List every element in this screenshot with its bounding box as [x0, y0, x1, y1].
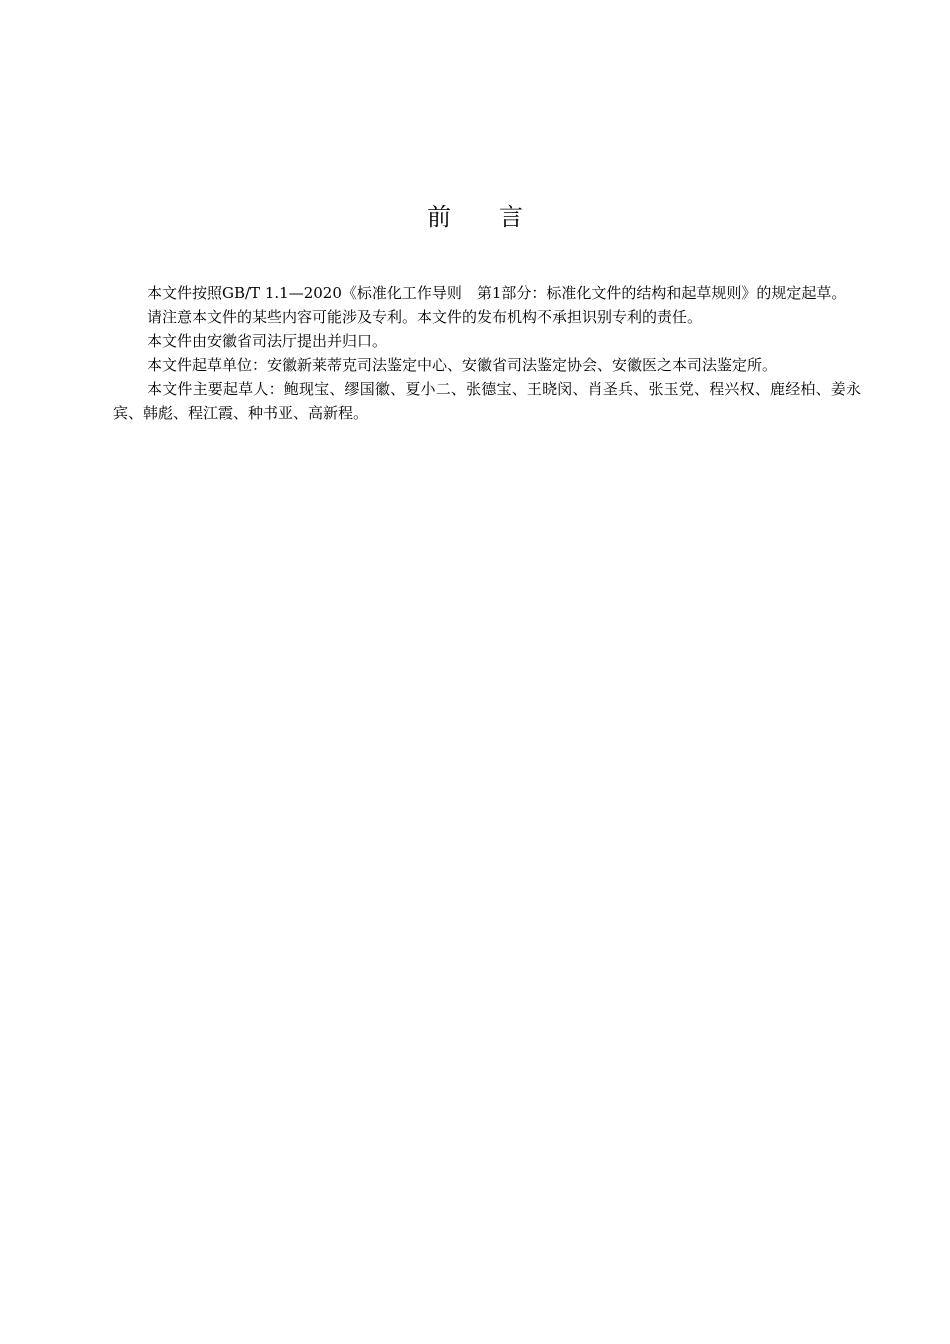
paragraph-patent-notice: 请注意本文件的某些内容可能涉及专利。本文件的发布机构不承担识别专利的责任。 — [147, 308, 703, 326]
title-char-1: 前 — [427, 203, 451, 231]
paragraph-drafting-units: 本文件起草单位：安徽新莱蒂克司法鉴定中心、安徽省司法鉴定协会、安徽医之本司法鉴定所。 — [147, 356, 778, 374]
page-title — [0, 197, 950, 237]
paragraph-proposer: 本文件由安徽省司法厅提出并归口。 — [147, 332, 388, 350]
document-body — [113, 281, 861, 425]
paragraph-drafters: 本文件主要起草人：鲍现宝、缪国徽、夏小二、张德宝、王晓闵、肖圣兵、张玉党、程兴权、鹿经柏、姜永宾、韩彪、程江霞、种书亚、高新程。 — [113, 380, 861, 422]
title-char-2: 言 — [499, 203, 523, 231]
paragraph-standard-reference: 本文件按照GB/T 1.1—2020《标准化工作导则 第1部分：标准化文件的结构和起草规则》的规定起草。 — [147, 284, 847, 302]
